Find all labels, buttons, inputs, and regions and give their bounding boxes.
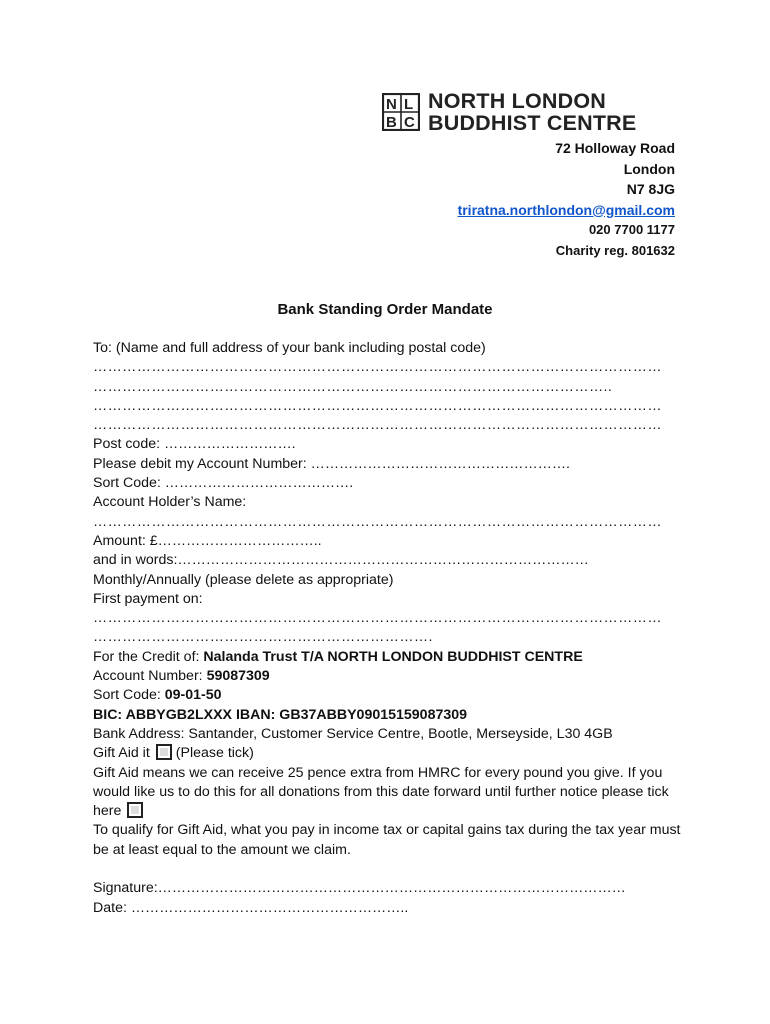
first-payment-line-2[interactable]: ……………………………………………………………. — [93, 629, 433, 646]
letterhead-address — [458, 138, 675, 261]
address-street: 72 Holloway Road — [555, 140, 675, 156]
charity-number: Charity reg. 801632 — [555, 242, 675, 258]
first-payment-line-1[interactable]: ……………………………………………………………………………………………………… — [93, 610, 662, 627]
amount-field[interactable]: Amount: £…………………………….. — [93, 532, 322, 549]
bank-address: Bank Address: Santander, Customer Service Centre, Bootle, Merseyside, L30 4GB — [93, 725, 613, 742]
spacer — [93, 860, 683, 879]
credit-value: Nalanda Trust T/A NORTH LONDON BUDDHIST CENTRE — [203, 648, 583, 665]
account-holder-label: Account Holder’s Name: — [93, 494, 247, 511]
gift-aid-label: Gift Aid it — [93, 745, 150, 762]
account-number-value: 59087309 — [206, 668, 270, 685]
credit-of — [93, 648, 683, 667]
nlbc-logo-mark-icon — [382, 93, 420, 131]
bank-address-line-1[interactable]: ……………………………………………………………………………………………………… — [93, 359, 662, 376]
svg-text:N: N — [386, 96, 397, 113]
logo-wordmark — [428, 90, 636, 134]
first-payment-label: First payment on: — [93, 590, 203, 607]
gift-aid-hint: (Please tick) — [175, 745, 254, 762]
gift-aid-checkbox[interactable] — [156, 744, 172, 760]
signature-field[interactable]: Signature:……………………………………………………………………………………… — [93, 880, 626, 897]
amount-words-field[interactable]: and in words:…………………………………………………………………………… — [93, 552, 589, 569]
account-number-info — [93, 667, 683, 686]
address-postcode: N7 8JG — [626, 181, 675, 197]
bank-address-line-3[interactable]: ……………………………………………………………………………………………………… — [93, 397, 662, 414]
mandate-form — [93, 339, 683, 918]
to-label: To: (Name and full address of your bank including postal code) — [93, 340, 486, 356]
sort-code-label: Sort Code: — [93, 687, 165, 704]
svg-text:B: B — [386, 114, 397, 131]
address-city: London — [623, 160, 675, 177]
sort-code-field[interactable]: Sort Code: …………………………………. — [93, 475, 354, 492]
gift-aid-text: Gift Aid means we can receive 25 pence extra from HMRC for every pound you give. If you would like us to do this for all donations from this date forward until further notice please tick here — [93, 764, 669, 820]
postcode-field[interactable]: Post code: ………………………. — [93, 436, 296, 453]
svg-text:C: C — [404, 114, 415, 131]
qualify-text: To qualify for Gift Aid, what you pay in income tax or capital gains tax during the tax year must be at least equal to the amount we claim. — [93, 822, 681, 858]
account-number-field[interactable]: Please debit my Account Number: ………………………………………………. — [93, 455, 570, 472]
nlbc-logo — [382, 90, 636, 134]
sort-code-info — [93, 686, 683, 705]
gift-aid-future-checkbox[interactable] — [127, 802, 143, 818]
account-holder-field[interactable]: ……………………………………………………………………………………………………… — [93, 513, 662, 530]
phone-number: 020 7700 1177 — [588, 222, 675, 237]
date-field[interactable]: Date: ………………………………………………….. — [93, 899, 409, 916]
sort-code-value: 09-01-50 — [164, 687, 222, 704]
logo-name-line1: NORTH LONDON — [428, 89, 606, 113]
bic-iban: BIC: ABBYGB2LXXX IBAN: GB37ABBY09015159087309 — [93, 706, 468, 723]
logo-name-line2: BUDDHIST CENTRE — [428, 111, 637, 135]
frequency-label: Monthly/Annually (please delete as appropriate) — [93, 571, 394, 588]
credit-label: For the Credit of: — [93, 648, 204, 665]
page-title: Bank Standing Order Mandate — [277, 301, 493, 318]
email-link[interactable]: triratna.northlondon@gmail.com — [457, 201, 675, 218]
bank-address-line-4[interactable]: ……………………………………………………………………………………………………… — [93, 417, 662, 434]
gift-aid-row — [93, 744, 683, 763]
bank-address-line-2[interactable]: …………………………………………………………………………………………….. — [93, 378, 613, 395]
gift-aid-explanation — [93, 764, 683, 822]
account-number-label: Account Number: — [93, 668, 207, 685]
svg-text:L: L — [404, 96, 414, 113]
